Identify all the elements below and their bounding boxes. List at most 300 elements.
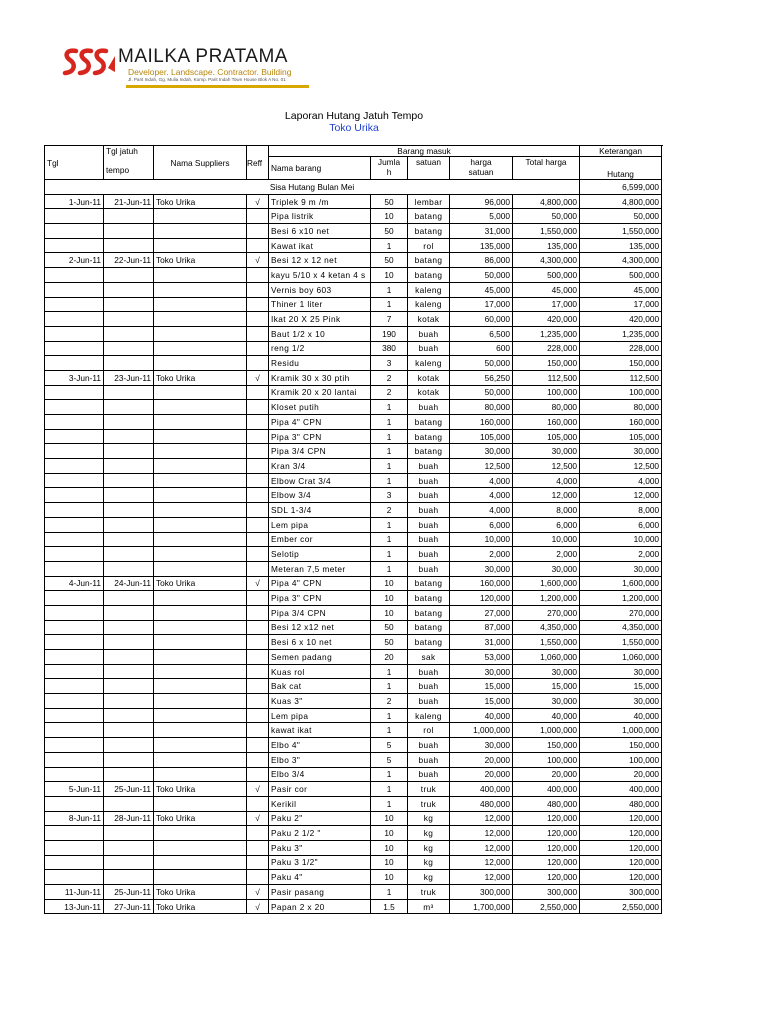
cell-satuan: truk [408, 782, 450, 797]
cell-nama-barang: Bak cat [269, 679, 371, 694]
cell-nama-barang: Elbo 3/4 [269, 767, 371, 782]
cell-satuan: truk [408, 796, 450, 811]
cell-nama-barang: Vernis boy 603 [269, 282, 371, 297]
cell-hutang: 12,500 [580, 459, 662, 474]
cell-supplier [154, 694, 247, 709]
cell-total-harga: 30,000 [513, 694, 580, 709]
cell-jumlah: 50 [371, 620, 408, 635]
cell-reff [247, 356, 269, 371]
cell-total-harga: 4,000 [513, 473, 580, 488]
cell-nama-barang: Besi 12 x12 net [269, 620, 371, 635]
cell-total-harga: 112,500 [513, 370, 580, 385]
cell-satuan: batang [408, 415, 450, 430]
cell-tgl [45, 473, 104, 488]
cell-nama-barang: Ikat 20 X 25 Pink [269, 312, 371, 327]
cell-jatuh-tempo [104, 297, 154, 312]
cell-jatuh-tempo [104, 547, 154, 562]
table-row [45, 253, 662, 268]
cell-reff [247, 723, 269, 738]
cell-nama-barang: Paku 4" [269, 870, 371, 885]
opening-balance-hutang: 6,599,000 [580, 180, 662, 195]
cell-harga-satuan: 12,000 [450, 855, 513, 870]
cell-reff: √ [247, 885, 269, 900]
cell-jatuh-tempo [104, 855, 154, 870]
cell-nama-barang: reng 1/2 [269, 341, 371, 356]
cell-total-harga: 120,000 [513, 855, 580, 870]
cell-reff: √ [247, 811, 269, 826]
cell-total-harga: 100,000 [513, 385, 580, 400]
cell-harga-satuan: 40,000 [450, 708, 513, 723]
cell-reff [247, 385, 269, 400]
cell-jatuh-tempo [104, 282, 154, 297]
cell-harga-satuan: 1,700,000 [450, 899, 513, 914]
cell-total-harga: 15,000 [513, 679, 580, 694]
cell-nama-barang: Paku 3 1/2" [269, 855, 371, 870]
cell-satuan: buah [408, 738, 450, 753]
cell-tgl [45, 297, 104, 312]
cell-reff [247, 341, 269, 356]
cell-supplier [154, 635, 247, 650]
cell-hutang: 1,600,000 [580, 576, 662, 591]
cell-satuan: buah [408, 503, 450, 518]
cell-harga-satuan: 87,000 [450, 620, 513, 635]
cell-satuan: kg [408, 826, 450, 841]
cell-harga-satuan: 4,000 [450, 503, 513, 518]
cell-tgl [45, 268, 104, 283]
cell-hutang: 400,000 [580, 782, 662, 797]
cell-jumlah: 1 [371, 723, 408, 738]
cell-supplier [154, 429, 247, 444]
cell-supplier [154, 708, 247, 723]
cell-harga-satuan: 30,000 [450, 561, 513, 576]
cell-harga-satuan: 60,000 [450, 312, 513, 327]
cell-reff [247, 268, 269, 283]
cell-reff [247, 708, 269, 723]
cell-hutang: 135,000 [580, 238, 662, 253]
report-title: Laporan Hutang Jatuh Tempo [284, 110, 424, 122]
cell-reff [247, 650, 269, 665]
cell-nama-barang: Kawat ikat [269, 238, 371, 253]
cell-reff [247, 326, 269, 341]
cell-nama-barang: Elbo 3" [269, 752, 371, 767]
cell-hutang: 270,000 [580, 605, 662, 620]
header-tgl: Tgl [45, 146, 104, 180]
table-row [45, 503, 662, 518]
cell-jatuh-tempo [104, 268, 154, 283]
table-row [45, 782, 662, 797]
cell-jatuh-tempo [104, 224, 154, 239]
cell-jumlah: 1 [371, 767, 408, 782]
header-harga-satuan [450, 157, 513, 180]
cell-supplier [154, 268, 247, 283]
cell-jumlah: 1 [371, 885, 408, 900]
cell-reff [247, 694, 269, 709]
cell-reff: √ [247, 899, 269, 914]
cell-nama-barang: Elbow Crat 3/4 [269, 473, 371, 488]
cell-hutang: 12,000 [580, 488, 662, 503]
cell-jatuh-tempo [104, 591, 154, 606]
cell-jumlah: 1 [371, 297, 408, 312]
cell-jumlah: 1.5 [371, 899, 408, 914]
cell-nama-barang: Besi 6 x 10 net [269, 635, 371, 650]
cell-tgl [45, 855, 104, 870]
cell-jumlah: 10 [371, 826, 408, 841]
table-row [45, 415, 662, 430]
cell-total-harga: 4,800,000 [513, 194, 580, 209]
table-row [45, 194, 662, 209]
cell-hutang: 1,550,000 [580, 224, 662, 239]
cell-satuan: sak [408, 650, 450, 665]
cell-jumlah: 1 [371, 664, 408, 679]
cell-supplier [154, 488, 247, 503]
cell-hutang: 300,000 [580, 885, 662, 900]
cell-satuan: batang [408, 444, 450, 459]
opening-balance-row [45, 180, 662, 195]
company-tagline: Developer. Landscape. Contractor. Building [128, 67, 292, 77]
table-row [45, 341, 662, 356]
cell-jatuh-tempo [104, 635, 154, 650]
cell-satuan: buah [408, 400, 450, 415]
cell-jatuh-tempo [104, 708, 154, 723]
cell-total-harga: 1,200,000 [513, 591, 580, 606]
table-row [45, 238, 662, 253]
cell-reff [247, 282, 269, 297]
cell-total-harga: 12,500 [513, 459, 580, 474]
cell-harga-satuan: 600 [450, 341, 513, 356]
cell-satuan: lembar [408, 194, 450, 209]
cell-harga-satuan: 27,000 [450, 605, 513, 620]
cell-total-harga: 160,000 [513, 415, 580, 430]
cell-satuan: batang [408, 224, 450, 239]
cell-satuan: kaleng [408, 297, 450, 312]
cell-total-harga: 135,000 [513, 238, 580, 253]
cell-jumlah: 2 [371, 503, 408, 518]
cell-tgl [45, 620, 104, 635]
cell-reff [247, 488, 269, 503]
cell-satuan: buah [408, 664, 450, 679]
cell-reff [247, 400, 269, 415]
report-subtitle: Toko Urika [329, 122, 379, 134]
cell-jatuh-tempo [104, 415, 154, 430]
table-row [45, 473, 662, 488]
cell-supplier [154, 826, 247, 841]
cell-satuan: buah [408, 326, 450, 341]
cell-reff [247, 870, 269, 885]
cell-jumlah: 1 [371, 400, 408, 415]
cell-tgl [45, 356, 104, 371]
cell-harga-satuan: 86,000 [450, 253, 513, 268]
cell-jumlah: 1 [371, 796, 408, 811]
cell-total-harga: 228,000 [513, 341, 580, 356]
cell-jatuh-tempo: 25-Jun-11 [104, 782, 154, 797]
cell-jatuh-tempo [104, 767, 154, 782]
cell-tgl [45, 679, 104, 694]
table-row [45, 752, 662, 767]
cell-tgl [45, 400, 104, 415]
cell-harga-satuan: 4,000 [450, 488, 513, 503]
cell-satuan: buah [408, 488, 450, 503]
cell-hutang: 150,000 [580, 356, 662, 371]
cell-harga-satuan: 120,000 [450, 591, 513, 606]
cell-jumlah: 3 [371, 488, 408, 503]
cell-hutang: 6,000 [580, 517, 662, 532]
cell-supplier [154, 224, 247, 239]
cell-nama-barang: Pipa 3" CPN [269, 429, 371, 444]
cell-hutang: 4,800,000 [580, 194, 662, 209]
header-barang-masuk: Barang masuk [269, 146, 580, 157]
cell-nama-barang: Selotip [269, 547, 371, 562]
cell-tgl [45, 238, 104, 253]
cell-hutang: 8,000 [580, 503, 662, 518]
cell-satuan: rol [408, 238, 450, 253]
table-row [45, 547, 662, 562]
cell-tgl [45, 282, 104, 297]
cell-tgl [45, 796, 104, 811]
cell-jatuh-tempo [104, 752, 154, 767]
cell-reff [247, 752, 269, 767]
cell-total-harga: 17,000 [513, 297, 580, 312]
cell-nama-barang: Pipa 4" CPN [269, 415, 371, 430]
cell-harga-satuan: 12,000 [450, 870, 513, 885]
cell-hutang: 120,000 [580, 826, 662, 841]
cell-supplier [154, 620, 247, 635]
cell-reff: √ [247, 253, 269, 268]
cell-reff: √ [247, 782, 269, 797]
cell-tgl [45, 385, 104, 400]
cell-jatuh-tempo [104, 400, 154, 415]
cell-satuan: kg [408, 855, 450, 870]
table-row [45, 738, 662, 753]
cell-nama-barang: Meteran 7,5 meter [269, 561, 371, 576]
cell-satuan: buah [408, 473, 450, 488]
cell-nama-barang: Pipa 3/4 CPN [269, 605, 371, 620]
cell-total-harga: 30,000 [513, 561, 580, 576]
cell-hutang: 1,000,000 [580, 723, 662, 738]
cell-jumlah: 1 [371, 429, 408, 444]
cell-total-harga: 12,000 [513, 488, 580, 503]
cell-nama-barang: Pipa listrik [269, 209, 371, 224]
table-row [45, 840, 662, 855]
cell-jumlah: 50 [371, 635, 408, 650]
cell-supplier [154, 855, 247, 870]
cell-nama-barang: Kramik 30 x 30 ptih [269, 370, 371, 385]
cell-satuan: buah [408, 532, 450, 547]
cell-supplier [154, 840, 247, 855]
header-tgl-jatuh-line1: Tgl jatuh [106, 146, 138, 156]
cell-supplier [154, 664, 247, 679]
cell-nama-barang: Kuas rol [269, 664, 371, 679]
cell-supplier [154, 752, 247, 767]
opening-balance-label: Sisa Hutang Bulan Mei [45, 180, 580, 195]
cell-harga-satuan: 10,000 [450, 532, 513, 547]
cell-jumlah: 50 [371, 224, 408, 239]
cell-hutang: 30,000 [580, 561, 662, 576]
cell-hutang: 480,000 [580, 796, 662, 811]
table-row [45, 855, 662, 870]
cell-jatuh-tempo [104, 870, 154, 885]
cell-jumlah: 1 [371, 561, 408, 576]
cell-satuan: kaleng [408, 282, 450, 297]
cell-hutang: 105,000 [580, 429, 662, 444]
cell-jatuh-tempo [104, 473, 154, 488]
table-row [45, 635, 662, 650]
cell-jatuh-tempo [104, 429, 154, 444]
table-row [45, 723, 662, 738]
cell-total-harga: 270,000 [513, 605, 580, 620]
table-row [45, 591, 662, 606]
cell-jumlah: 10 [371, 591, 408, 606]
cell-jumlah: 5 [371, 752, 408, 767]
cell-jatuh-tempo [104, 738, 154, 753]
cell-total-harga: 1,550,000 [513, 224, 580, 239]
cell-jatuh-tempo [104, 385, 154, 400]
company-address: Jl. Parit Indah, Gg. Mulia Indah, Komp. Parit Indah Town House Blok A No. 01 [128, 77, 286, 82]
cell-tgl [45, 826, 104, 841]
cell-reff [247, 503, 269, 518]
cell-tgl [45, 694, 104, 709]
table-row [45, 312, 662, 327]
cell-jumlah: 10 [371, 855, 408, 870]
cell-reff [247, 429, 269, 444]
cell-total-harga: 420,000 [513, 312, 580, 327]
cell-tgl [45, 444, 104, 459]
cell-total-harga: 8,000 [513, 503, 580, 518]
cell-hutang: 17,000 [580, 297, 662, 312]
cell-total-harga: 480,000 [513, 796, 580, 811]
cell-jatuh-tempo: 21-Jun-11 [104, 194, 154, 209]
cell-nama-barang: Pipa 3" CPN [269, 591, 371, 606]
cell-total-harga: 1,550,000 [513, 635, 580, 650]
cell-supplier: Toko Urika [154, 811, 247, 826]
cell-nama-barang: Lem pipa [269, 517, 371, 532]
cell-tgl: 2-Jun-11 [45, 253, 104, 268]
cell-total-harga: 1,235,000 [513, 326, 580, 341]
cell-harga-satuan: 56,250 [450, 370, 513, 385]
cell-satuan: batang [408, 605, 450, 620]
cell-hutang: 4,000 [580, 473, 662, 488]
cell-hutang: 4,300,000 [580, 253, 662, 268]
cell-total-harga: 2,550,000 [513, 899, 580, 914]
cell-reff [247, 591, 269, 606]
cell-satuan: kg [408, 811, 450, 826]
cell-jatuh-tempo [104, 826, 154, 841]
table-row [45, 708, 662, 723]
cell-reff [247, 738, 269, 753]
table-row [45, 767, 662, 782]
cell-total-harga: 500,000 [513, 268, 580, 283]
cell-supplier: Toko Urika [154, 885, 247, 900]
cell-total-harga: 1,060,000 [513, 650, 580, 665]
header-harga-line2: satuan [468, 167, 494, 177]
cell-hutang: 1,550,000 [580, 635, 662, 650]
table-row [45, 532, 662, 547]
cell-harga-satuan: 12,000 [450, 840, 513, 855]
cell-supplier [154, 341, 247, 356]
cell-tgl: 5-Jun-11 [45, 782, 104, 797]
cell-reff [247, 605, 269, 620]
cell-supplier [154, 238, 247, 253]
cell-hutang: 112,500 [580, 370, 662, 385]
header-tgl-jatuh-line2: tempo [106, 165, 130, 175]
cell-total-harga: 400,000 [513, 782, 580, 797]
cell-harga-satuan: 5,000 [450, 209, 513, 224]
cell-satuan: buah [408, 679, 450, 694]
cell-tgl: 1-Jun-11 [45, 194, 104, 209]
cell-reff [247, 297, 269, 312]
cell-jumlah: 3 [371, 356, 408, 371]
cell-tgl [45, 650, 104, 665]
cell-reff [247, 415, 269, 430]
cell-harga-satuan: 160,000 [450, 415, 513, 430]
cell-harga-satuan: 105,000 [450, 429, 513, 444]
cell-harga-satuan: 12,000 [450, 811, 513, 826]
cell-satuan: kaleng [408, 708, 450, 723]
cell-jatuh-tempo [104, 326, 154, 341]
cell-tgl [45, 488, 104, 503]
cell-supplier [154, 605, 247, 620]
cell-satuan: batang [408, 209, 450, 224]
cell-harga-satuan: 20,000 [450, 752, 513, 767]
cell-satuan: buah [408, 547, 450, 562]
cell-supplier [154, 679, 247, 694]
cell-tgl: 13-Jun-11 [45, 899, 104, 914]
cell-reff [247, 620, 269, 635]
cell-jumlah: 2 [371, 385, 408, 400]
cell-jumlah: 1 [371, 238, 408, 253]
header-satuan: satuan [408, 157, 450, 180]
cell-jatuh-tempo [104, 312, 154, 327]
cell-jumlah: 10 [371, 811, 408, 826]
cell-supplier [154, 532, 247, 547]
cell-tgl [45, 635, 104, 650]
cell-hutang: 20,000 [580, 767, 662, 782]
cell-nama-barang: Semen padang [269, 650, 371, 665]
cell-reff [247, 473, 269, 488]
cell-nama-barang: SDL 1-3/4 [269, 503, 371, 518]
cell-supplier [154, 297, 247, 312]
cell-nama-barang: Elbo 4" [269, 738, 371, 753]
cell-tgl [45, 738, 104, 753]
cell-supplier [154, 738, 247, 753]
cell-tgl [45, 561, 104, 576]
header-hutang: Hutang [580, 157, 662, 180]
header-reff: Reff [247, 146, 269, 180]
table-row [45, 488, 662, 503]
cell-hutang: 120,000 [580, 870, 662, 885]
table-row [45, 282, 662, 297]
cell-jatuh-tempo [104, 238, 154, 253]
cell-total-harga: 120,000 [513, 840, 580, 855]
cell-harga-satuan: 12,500 [450, 459, 513, 474]
cell-reff [247, 826, 269, 841]
cell-total-harga: 100,000 [513, 752, 580, 767]
cell-reff: √ [247, 370, 269, 385]
cell-jatuh-tempo: 25-Jun-11 [104, 885, 154, 900]
cell-supplier [154, 282, 247, 297]
cell-hutang: 30,000 [580, 664, 662, 679]
cell-hutang: 30,000 [580, 444, 662, 459]
cell-reff [247, 459, 269, 474]
cell-nama-barang: Residu [269, 356, 371, 371]
cell-nama-barang: Pasir pasang [269, 885, 371, 900]
cell-satuan: buah [408, 561, 450, 576]
table-row [45, 796, 662, 811]
cell-satuan: kotak [408, 385, 450, 400]
header-jumlah: Jumla h [371, 157, 408, 180]
company-logo [62, 44, 312, 84]
cell-satuan: buah [408, 752, 450, 767]
cell-hutang: 4,350,000 [580, 620, 662, 635]
